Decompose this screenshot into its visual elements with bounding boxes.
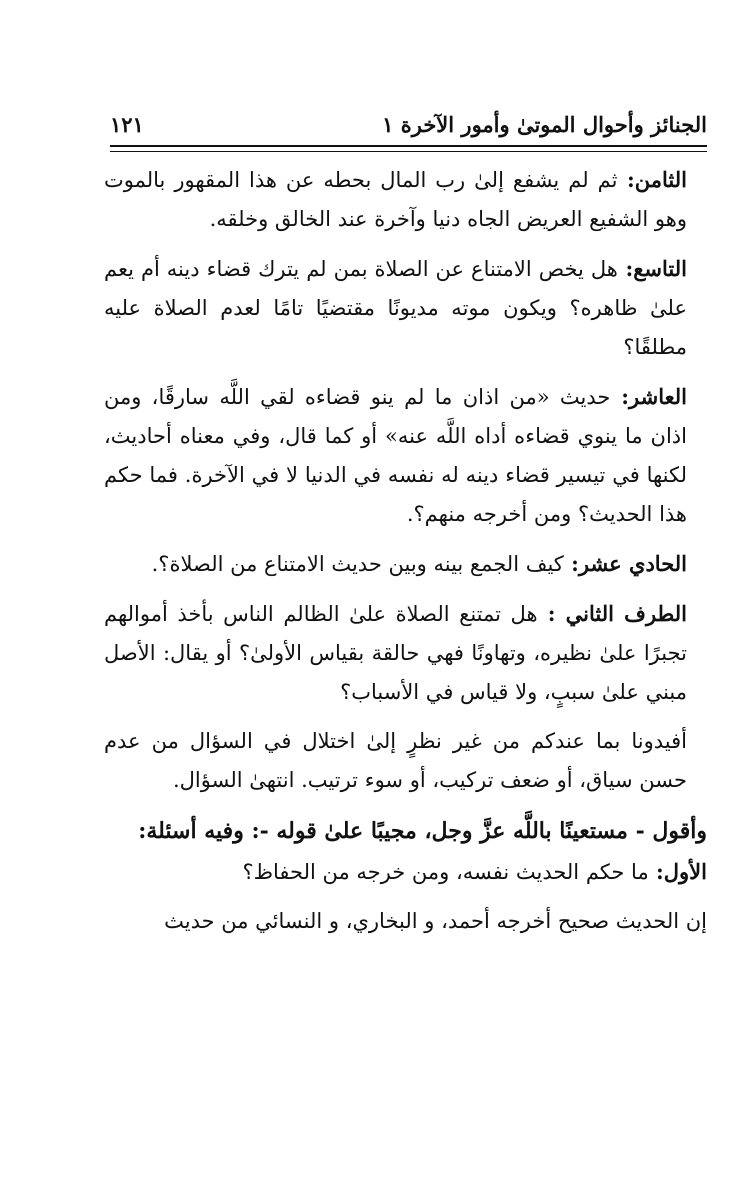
paragraph-answer-start: إن الحديث صحيح أخرجه أحمد، و البخاري، و النسائي من حديث [164, 909, 707, 933]
paragraph-term: العاشر [629, 384, 687, 409]
paragraph-tenth: العاشر: حديث «من اذان ما لم ينو قضاءه لقي اللَّه سارقًا، ومن اذان ما ينوي قضاءه أداه اللَّه عنه» أو كما قال، وفي معناه أحاديث، لكنها في تيسير قضاء دينه له نفسه في الدنيا لا في الآخرة. فما حكم هذا الحديث؟ ومن أخرجه منهم؟. [104, 384, 687, 526]
paragraph-second-part: الطرف الثاني : هل تمتنع الصلاة علىٰ الظالم الناس بأخذ أموالهم تجبرًا علىٰ نظيره، وتهاونًا فهي حالقة بقياس الأولىٰ؟ أو يقال: الأصل مبني علىٰ سببٍ، ولا قياس في الأسباب؟ [104, 601, 687, 704]
header-rule-thick [110, 145, 707, 147]
paragraph-text: ثم لم يشفع إلىٰ رب المال بحطه عن هذا المقهور بالموت وهو الشفيع العريض الجاه دنيا وآخرة عند الخالق وخلقه. [104, 168, 687, 231]
running-head [110, 108, 707, 140]
paragraph-term: الأول [663, 859, 707, 884]
running-title: الجنائز وأحوال الموتىٰ وأمور الآخرة ١ [382, 111, 707, 137]
paragraph-text: أفيدونا بما عندكم من غير نظرٍ إلىٰ اختلال في السؤال من عدم حسن سياق، أو ضعف تركيب، أو سوء ترتيب. انتهىٰ السؤال. [104, 729, 687, 792]
paragraph-term: الثامن [634, 167, 687, 192]
answer-intro: وأقول - مستعينًا باللَّه عزَّ وجل، مجيبًا علىٰ قوله -: وفيه أسئلة: [138, 818, 707, 844]
paragraph-term: الطرف الثاني [565, 601, 687, 626]
paragraph-first-question: الأول: ما حكم الحديث نفسه، ومن خرجه من الحفاظ؟ [242, 859, 707, 884]
paragraph-text: هل يخص الامتناع عن الصلاة بمن لم يترك قضاء دينه أم يعم علىٰ ظاهره؟ ويكون موته مديونًا مقتضيًا تامًا لعدم الصلاة عليه مطلقًا؟ [104, 257, 687, 359]
paragraph-text: هل تمتنع الصلاة علىٰ الظالم الناس بأخذ أموالهم تجبرًا علىٰ نظيره، وتهاونًا فهي حالقة بقياس الأولىٰ؟ أو يقال: الأصل مبني علىٰ سببٍ، ولا قياس في الأسباب؟ [104, 602, 687, 704]
paragraph-request [104, 722, 707, 800]
paragraph-term: التاسع [633, 256, 687, 281]
paragraph-eighth: الثامن: ثم لم يشفع إلىٰ رب المال بحطه عن هذا المقهور بالموت وهو الشفيع العريض الجاه دنيا وآخرة عند الخالق وخلقه. [104, 167, 687, 231]
paragraph-ninth: التاسع: هل يخص الامتناع عن الصلاة بمن لم يترك قضاء دينه أم يعم علىٰ ظاهره؟ ويكون موته مديونًا مقتضيًا تامًا لعدم الصلاة عليه مطلقًا؟ [104, 256, 687, 359]
paragraph-text: ما حكم الحديث نفسه، ومن خرجه من الحفاظ؟ [242, 860, 649, 884]
header-rule-thin [110, 151, 707, 152]
paragraph-text: حديث «من اذان ما لم ينو قضاءه لقي اللَّه سارقًا، ومن اذان ما ينوي قضاءه أداه اللَّه عنه» أو كما قال، وفي معناه أحاديث، لكنها في تيسير قضاء دينه له نفسه في الدنيا لا في الآخرة. فما حكم هذا الحديث؟ ومن أخرجه منهم؟. [104, 385, 687, 526]
paragraph-text: كيف الجمع بينه وبين حديث الامتناع من الصلاة؟. [151, 552, 564, 576]
body-text [104, 160, 707, 941]
paragraph-term: الحادي عشر [578, 551, 687, 576]
paragraph-eleventh: الحادي عشر: كيف الجمع بينه وبين حديث الامتناع من الصلاة؟. [151, 551, 687, 576]
page-number: ١٢١ [110, 111, 144, 137]
